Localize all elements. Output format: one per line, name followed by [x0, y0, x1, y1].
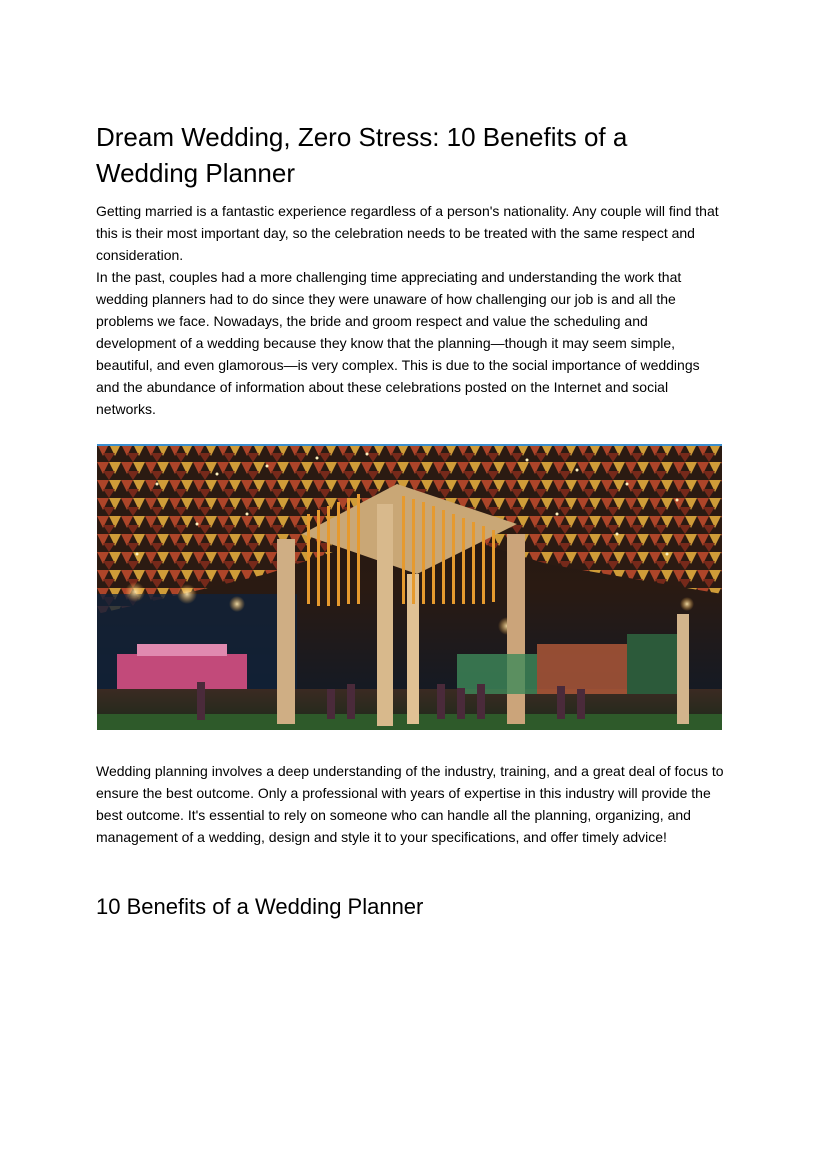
venue-illustration [97, 444, 722, 730]
planning-paragraph: Wedding planning involves a deep understanding of the industry, training, and a great deal of focus to ensure the best outcome. Only a professional with years of expertise in this industry will provide the best outcome. It's essential to rely on someone who can handle all the planning, organizing, and management of a wedding, design and style it to your specifications, and offer timely advice! [96, 763, 724, 845]
document-title: Dream Wedding, Zero Stress: 10 Benefits of a Wedding Planner [96, 122, 628, 188]
logo-text: NOON MOON EVENTS [752, 1152, 832, 1160]
logo-mark: NM [768, 1128, 800, 1153]
section-heading: 10 Benefits of a Wedding Planner [96, 894, 424, 919]
history-paragraph: In the past, couples had a more challenging time appreciating and understanding the work that wedding planners had to do since they were unaware of how challenging our job is and all the problems we face. Nowadays, the bride and groom respect and value the scheduling and development of a wedding because they know that the planning—though it may seem simple, beautiful, and even glamorous—is very complex. This is due to the social importance of weddings and the abundance of information about these celebrations posted on the Internet and social networks. [96, 269, 700, 417]
noon-moon-logo [752, 1128, 832, 1161]
intro-paragraph: Getting married is a fantastic experience regardless of a person's nationality. Any couple will find that this is their most important day, so the celebration needs to be treated with the same respect and consideration. [96, 203, 719, 263]
